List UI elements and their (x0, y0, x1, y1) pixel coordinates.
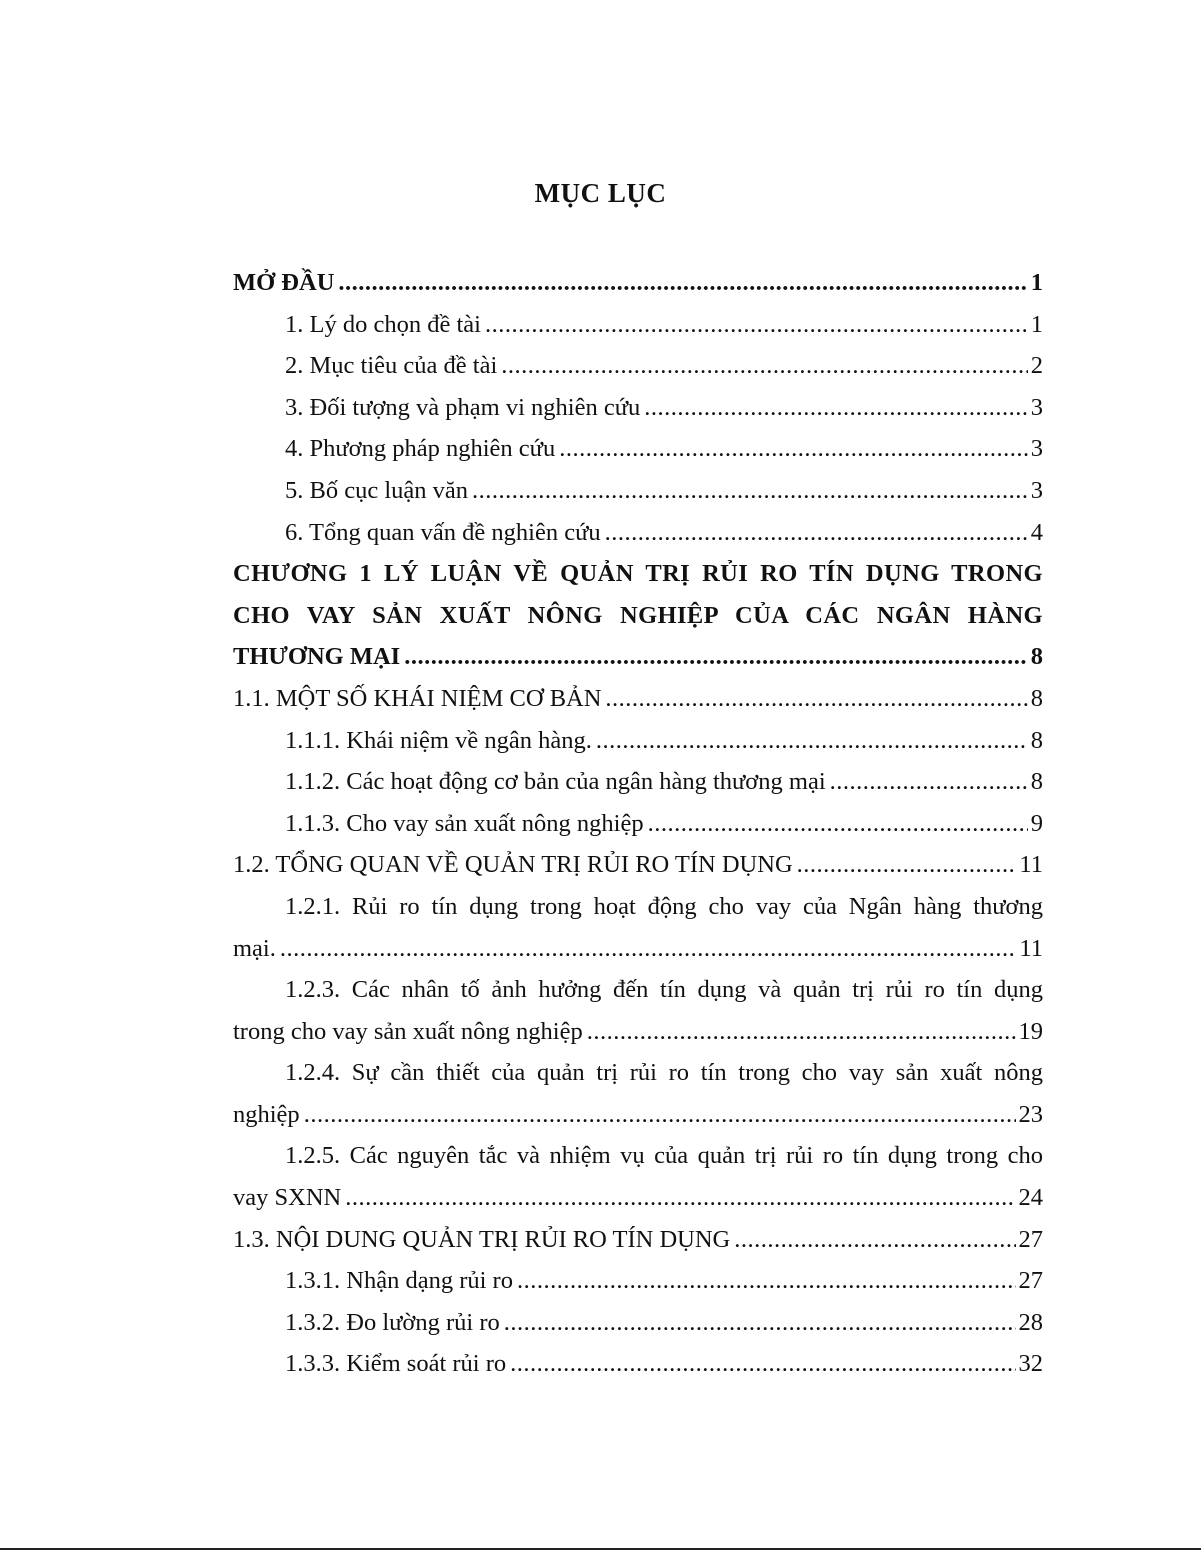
dot-leader (280, 928, 1017, 970)
toc-entry-label: MỞ ĐẦU (233, 269, 335, 296)
dot-leader (648, 803, 1028, 845)
toc-entry-chapter-1[interactable] (233, 553, 1043, 678)
toc-entry-page: 28 (1018, 1308, 1043, 1336)
dot-leader (510, 1343, 1015, 1385)
toc-entry-page: 1 (1030, 310, 1043, 338)
dot-leader (605, 678, 1027, 720)
toc-entry-page: 3 (1030, 393, 1043, 421)
toc-entry[interactable] (233, 1260, 1043, 1302)
toc-entry-label-line1: 1.2.4. Sự cần thiết của quản trị rủi ro tín trong cho vay sản xuất nông (285, 1059, 1043, 1087)
toc-entry-label-line1: 1.2.5. Các nguyên tắc và nhiệm vụ của quản trị rủi ro tín dụng trong cho (285, 1142, 1043, 1170)
toc-entry[interactable] (233, 428, 1043, 470)
toc-entry[interactable] (233, 1052, 1043, 1135)
toc-entry[interactable] (233, 387, 1043, 429)
toc-entry[interactable] (233, 470, 1043, 512)
toc-entry-page: 8 (1030, 684, 1043, 712)
dot-leader (797, 844, 1017, 886)
toc-entry-label-line2: CHO VAY SẢN XUẤT NÔNG NGHIỆP CỦA CÁC NGÂN HÀNG (233, 601, 1043, 629)
toc-entry-label: 1.3.1. Nhận dạng rủi ro (285, 1267, 513, 1295)
toc-entry-page: 27 (1018, 1225, 1043, 1253)
toc-entry-label: nghiệp (233, 1100, 300, 1128)
dot-leader (734, 1219, 1015, 1261)
toc-entry-section-1-2[interactable] (233, 844, 1043, 886)
table-of-contents (233, 262, 1043, 1385)
toc-entry-page: 3 (1030, 435, 1043, 463)
dot-leader (472, 470, 1028, 512)
toc-entry-section-1-3[interactable] (233, 1219, 1043, 1261)
page-bottom-edge (0, 1548, 1201, 1550)
toc-entry[interactable] (233, 345, 1043, 387)
dot-leader (345, 1177, 1015, 1219)
toc-entry-label: mại. (233, 934, 276, 962)
toc-entry-page: 4 (1030, 518, 1043, 546)
dot-leader (404, 636, 1028, 678)
dot-leader (501, 345, 1027, 387)
toc-entry-label: 1.1. MỘT SỐ KHÁI NIỆM CƠ BẢN (233, 684, 602, 712)
toc-entry-label: vay SXNN (233, 1184, 342, 1212)
toc-entry[interactable] (233, 512, 1043, 554)
dot-leader (605, 512, 1028, 554)
toc-entry-label: 6. Tổng quan vấn đề nghiên cứu (285, 518, 601, 546)
toc-entry-page: 11 (1019, 851, 1043, 879)
dot-leader (504, 1302, 1016, 1344)
toc-entry[interactable] (233, 886, 1043, 969)
toc-entry-label: THƯƠNG MẠI (233, 643, 401, 671)
toc-entry-page: 27 (1018, 1267, 1043, 1295)
toc-entry-label: 4. Phương pháp nghiên cứu (285, 435, 556, 463)
toc-entry-label: 1.3. NỘI DUNG QUẢN TRỊ RỦI RO TÍN DỤNG (233, 1225, 731, 1253)
toc-entry-label: 2. Mục tiêu của đề tài (285, 352, 498, 380)
toc-entry[interactable] (233, 304, 1043, 346)
toc-entry[interactable] (233, 969, 1043, 1052)
toc-entry-label: 3. Đối tượng và phạm vi nghiên cứu (285, 393, 641, 421)
dot-leader (338, 262, 1027, 304)
toc-entry-label-line1: 1.2.3. Các nhân tố ảnh hưởng đến tín dụng và quản trị rủi ro tín dụng (285, 976, 1043, 1004)
dot-leader (830, 761, 1028, 803)
toc-entry-label: 1.2. TỔNG QUAN VỀ QUẢN TRỊ RỦI RO TÍN DỤNG (233, 851, 793, 879)
dot-leader (485, 304, 1028, 346)
toc-entry-label: 5. Bố cục luận văn (285, 476, 469, 504)
toc-entry-label: 1.1.3. Cho vay sản xuất nông nghiệp (285, 809, 644, 837)
toc-entry-page: 3 (1030, 476, 1043, 504)
toc-entry-label: 1.3.3. Kiểm soát rủi ro (285, 1350, 507, 1378)
toc-entry-section-1-1[interactable] (233, 678, 1043, 720)
dot-leader (517, 1260, 1016, 1302)
toc-entry-label: 1.1.2. Các hoạt động cơ bản của ngân hàng thương mại (285, 768, 826, 796)
toc-entry-label: 1.3.2. Đo lường rủi ro (285, 1308, 500, 1336)
toc-entry[interactable] (233, 1135, 1043, 1218)
dot-leader (644, 387, 1028, 429)
dot-leader (304, 1094, 1016, 1136)
toc-entry-label: 1.1.1. Khái niệm về ngân hàng. (285, 726, 592, 754)
toc-entry-page: 8 (1030, 643, 1043, 671)
toc-entry-page: 9 (1030, 809, 1043, 837)
toc-entry[interactable] (233, 761, 1043, 803)
toc-entry-page: 8 (1030, 726, 1043, 754)
toc-entry-page: 1 (1030, 269, 1043, 296)
toc-entry[interactable] (233, 1343, 1043, 1385)
dot-leader (587, 1011, 1016, 1053)
toc-entry-label: trong cho vay sản xuất nông nghiệp (233, 1017, 583, 1045)
dot-leader (559, 428, 1028, 470)
toc-entry-page: 23 (1018, 1100, 1043, 1128)
toc-entry[interactable] (233, 803, 1043, 845)
toc-entry-page: 2 (1030, 352, 1043, 380)
toc-entry-label: 1. Lý do chọn đề tài (285, 310, 481, 338)
toc-title: MỤC LỤC (534, 178, 667, 208)
toc-entry[interactable] (233, 720, 1043, 762)
toc-entry-mo-dau[interactable] (233, 262, 1043, 304)
toc-entry-page: 8 (1030, 768, 1043, 796)
dot-leader (596, 720, 1028, 762)
toc-entry-label-line1: 1.2.1. Rủi ro tín dụng trong hoạt động cho vay của Ngân hàng thương (285, 892, 1043, 920)
toc-entry-label-line1: CHƯƠNG 1 LÝ LUẬN VỀ QUẢN TRỊ RỦI RO TÍN DỤNG TRONG (233, 560, 1043, 588)
toc-entry-page: 32 (1018, 1350, 1043, 1378)
toc-entry-page: 19 (1018, 1017, 1043, 1045)
toc-entry[interactable] (233, 1302, 1043, 1344)
toc-entry-page: 11 (1019, 934, 1043, 962)
toc-entry-page: 24 (1018, 1184, 1043, 1212)
